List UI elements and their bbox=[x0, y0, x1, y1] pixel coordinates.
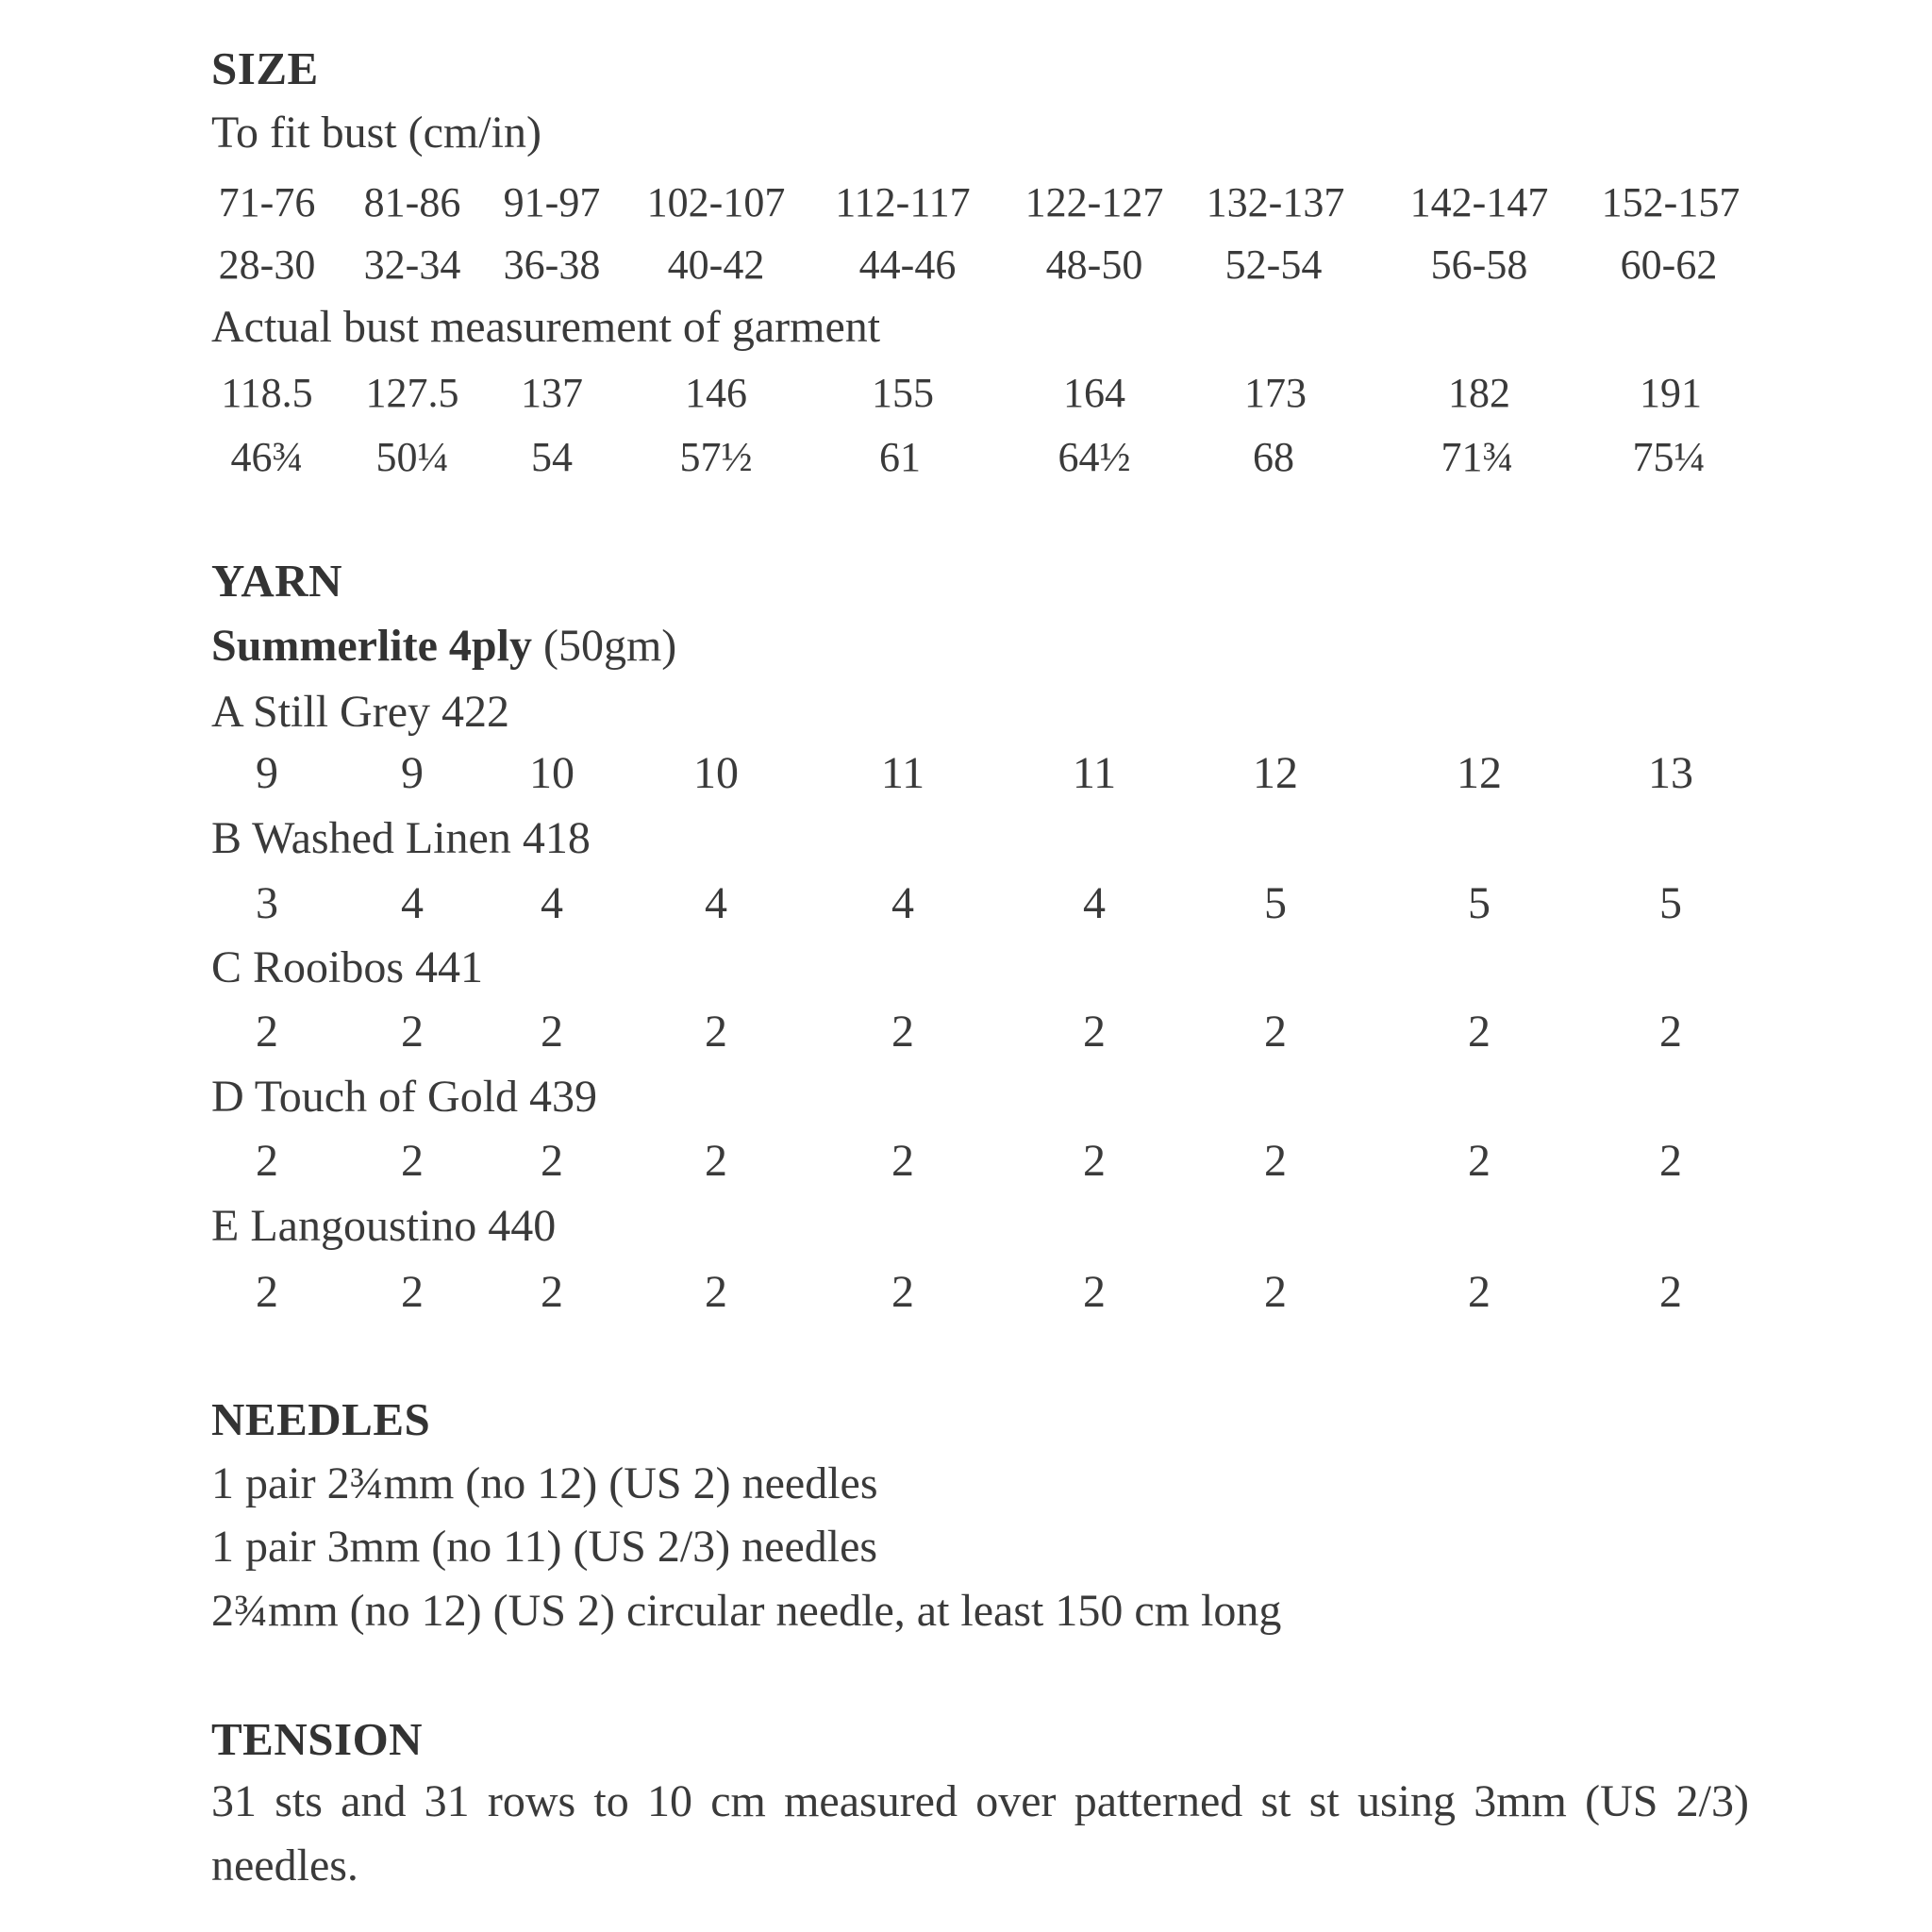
yarn-quantity: 3 bbox=[256, 878, 278, 928]
size-cm-value: 91-97 bbox=[503, 179, 601, 225]
actual-in-value: 46¾ bbox=[230, 434, 304, 480]
yarn-quantity: 2 bbox=[1264, 1136, 1287, 1186]
actual-cm-value: 146 bbox=[685, 370, 747, 416]
actual-cm-value: 173 bbox=[1244, 370, 1307, 416]
actual-cm-value: 137 bbox=[521, 370, 583, 416]
yarn-quantity: 2 bbox=[705, 1007, 727, 1057]
size-in-value: 52-54 bbox=[1224, 242, 1323, 288]
size-in-value: 48-50 bbox=[1045, 242, 1143, 288]
yarn-name-line bbox=[211, 621, 677, 671]
size-cm-value: 152-157 bbox=[1601, 179, 1740, 225]
yarn-quantity: 2 bbox=[1264, 1007, 1287, 1057]
yarn-quantity: 2 bbox=[1468, 1007, 1491, 1057]
size-cm-value: 142-147 bbox=[1409, 179, 1549, 225]
actual-in-value: 50¼ bbox=[375, 434, 449, 480]
actual-in-value: 71¾ bbox=[1441, 434, 1514, 480]
yarn-quantity: 12 bbox=[1457, 748, 1502, 798]
size-cm-value: 112-117 bbox=[835, 179, 971, 225]
yarn-quantity: 2 bbox=[1083, 1267, 1106, 1317]
actual-cm-value: 118.5 bbox=[221, 370, 313, 416]
yarn-quantity: 2 bbox=[401, 1136, 424, 1186]
yarn-weight: (50gm) bbox=[542, 621, 677, 671]
yarn-quantity: 2 bbox=[541, 1007, 563, 1057]
size-in-value: 56-58 bbox=[1430, 242, 1528, 288]
needle-line: 1 pair 3mm (no 11) (US 2/3) needles bbox=[211, 1522, 878, 1572]
yarn-quantity: 2 bbox=[541, 1136, 563, 1186]
yarn-quantity: 4 bbox=[705, 878, 727, 928]
yarn-quantity: 2 bbox=[705, 1267, 727, 1317]
yarn-colour-label: C Rooibos 441 bbox=[211, 942, 484, 992]
yarn-quantity: 2 bbox=[891, 1267, 914, 1317]
yarn-quantity: 2 bbox=[1659, 1267, 1682, 1317]
actual-cm-value: 191 bbox=[1640, 370, 1702, 416]
yarn-quantity: 2 bbox=[541, 1267, 563, 1317]
yarn-quantity: 9 bbox=[401, 748, 424, 798]
size-in-value: 36-38 bbox=[503, 242, 601, 288]
yarn-quantity: 2 bbox=[705, 1136, 727, 1186]
yarn-colour-label: D Touch of Gold 439 bbox=[211, 1072, 598, 1122]
yarn-quantity: 2 bbox=[1659, 1007, 1682, 1057]
actual-in-value: 75¼ bbox=[1632, 434, 1706, 480]
yarn-quantity: 2 bbox=[256, 1267, 278, 1317]
size-in-value: 40-42 bbox=[667, 242, 765, 288]
actual-bust-label: Actual bust measurement of garment bbox=[211, 302, 881, 352]
yarn-quantity: 4 bbox=[1083, 878, 1106, 928]
yarn-quantity: 11 bbox=[1072, 748, 1117, 798]
yarn-quantity: 2 bbox=[1468, 1136, 1491, 1186]
size-cm-value: 71-76 bbox=[218, 179, 316, 225]
yarn-quantity: 13 bbox=[1648, 748, 1693, 798]
actual-in-value: 64½ bbox=[1058, 434, 1131, 480]
actual-in-value: 57½ bbox=[679, 434, 753, 480]
yarn-quantity: 4 bbox=[401, 878, 424, 928]
yarn-quantity: 2 bbox=[1083, 1007, 1106, 1057]
yarn-quantity: 4 bbox=[541, 878, 563, 928]
yarn-quantity: 11 bbox=[880, 748, 925, 798]
yarn-quantity: 2 bbox=[891, 1136, 914, 1186]
yarn-quantity: 12 bbox=[1253, 748, 1298, 798]
size-in-value: 60-62 bbox=[1620, 242, 1718, 288]
size-heading: SIZE bbox=[211, 42, 319, 94]
yarn-colour-label: E Langoustino 440 bbox=[211, 1201, 557, 1251]
yarn-quantity: 2 bbox=[401, 1007, 424, 1057]
actual-in-value: 54 bbox=[531, 434, 573, 480]
yarn-quantity: 2 bbox=[1264, 1267, 1287, 1317]
yarn-quantity: 2 bbox=[256, 1136, 278, 1186]
actual-in-value: 61 bbox=[879, 434, 921, 480]
yarn-quantity: 2 bbox=[401, 1267, 424, 1317]
tension-heading: TENSION bbox=[211, 1713, 424, 1765]
yarn-quantity: 5 bbox=[1659, 878, 1682, 928]
size-cm-value: 132-137 bbox=[1206, 179, 1345, 225]
yarn-colour-label: A Still Grey 422 bbox=[211, 687, 510, 737]
size-in-value: 28-30 bbox=[218, 242, 316, 288]
yarn-heading: YARN bbox=[211, 555, 343, 607]
size-cm-value: 102-107 bbox=[646, 179, 786, 225]
actual-cm-value: 164 bbox=[1063, 370, 1125, 416]
to-fit-bust-label: To fit bust (cm/in) bbox=[211, 108, 541, 158]
actual-cm-value: 182 bbox=[1448, 370, 1510, 416]
yarn-quantity: 5 bbox=[1264, 878, 1287, 928]
yarn-quantity: 2 bbox=[1468, 1267, 1491, 1317]
size-cm-value: 81-86 bbox=[363, 179, 461, 225]
needles-heading: NEEDLES bbox=[211, 1393, 431, 1445]
needle-line: 1 pair 2¾mm (no 12) (US 2) needles bbox=[211, 1458, 878, 1508]
yarn-quantity: 2 bbox=[256, 1007, 278, 1057]
yarn-quantity: 9 bbox=[256, 748, 278, 798]
yarn-quantity: 10 bbox=[693, 748, 739, 798]
yarn-name: Summerlite 4ply bbox=[211, 621, 532, 671]
size-in-value: 44-46 bbox=[858, 242, 957, 288]
actual-in-value: 68 bbox=[1253, 434, 1294, 480]
yarn-quantity: 2 bbox=[1083, 1136, 1106, 1186]
tension-text: 31 sts and 31 rows to 10 cm measured over patterned st st using 3mm (US 2/3) needles. bbox=[211, 1776, 1749, 1890]
size-in-value: 32-34 bbox=[363, 242, 461, 288]
actual-cm-value: 127.5 bbox=[365, 370, 459, 416]
needle-line: 2¾mm (no 12) (US 2) circular needle, at least 150 cm long bbox=[211, 1586, 1282, 1636]
yarn-quantity: 2 bbox=[891, 1007, 914, 1057]
yarn-colour-label: B Washed Linen 418 bbox=[211, 813, 591, 863]
yarn-quantity: 4 bbox=[891, 878, 914, 928]
yarn-quantity: 2 bbox=[1659, 1136, 1682, 1186]
actual-cm-value: 155 bbox=[872, 370, 934, 416]
size-cm-value: 122-127 bbox=[1024, 179, 1164, 225]
yarn-quantity: 5 bbox=[1468, 878, 1491, 928]
yarn-quantity: 10 bbox=[529, 748, 575, 798]
